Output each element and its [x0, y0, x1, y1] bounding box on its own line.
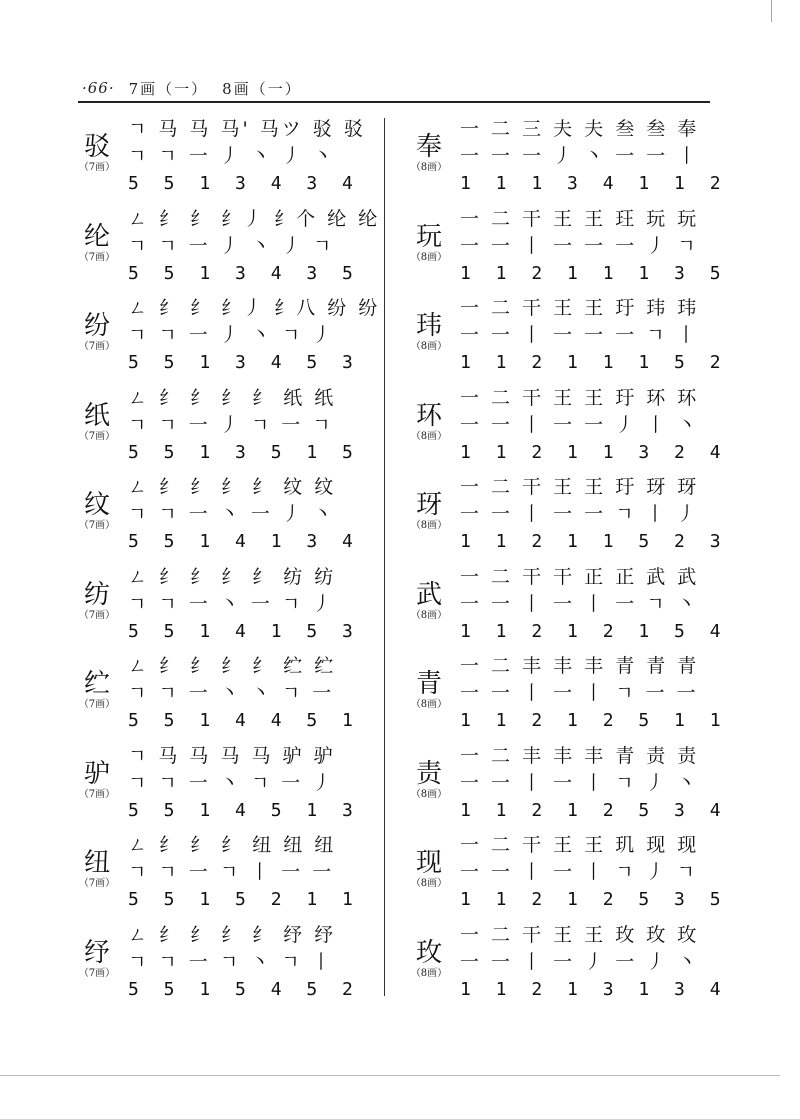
stroke-count-note: （7画）: [78, 162, 116, 173]
head-character: 纶: [83, 221, 110, 252]
stroke-shapes: ㄱ ㄱ 一 ㄱ 丶 ㄱ 丨: [128, 950, 334, 973]
stroke-order-block: [460, 474, 728, 555]
stroke-order-block: [460, 653, 728, 734]
stroke-count-note: （8画）: [410, 878, 448, 889]
character-box: [406, 669, 452, 711]
stroke-order-block: [128, 474, 360, 555]
head-character: 现: [415, 848, 442, 878]
stroke-shapes: 一 一 丨 一 丨 一 ㄱ 丶: [460, 592, 699, 615]
stroke-order-block: [460, 743, 728, 824]
head-character: 纽: [83, 848, 110, 878]
stroke-codes: 5 5 1 3 5 1 5: [128, 441, 360, 463]
column-divider: [384, 118, 385, 996]
stroke-sequence: ㄱ 马 马 马 马 驴 驴: [128, 744, 336, 767]
stroke-sequence: ㄱ 马 马 马' 马ツ 驳 驳: [128, 118, 366, 140]
stroke-sequence: ㄥ 纟 纟 纟 纟 纺 纺: [128, 565, 337, 588]
stroke-count-note: （7画）: [78, 341, 116, 352]
head-character: 纺: [83, 579, 110, 610]
head-character: 纸: [83, 400, 110, 431]
character-box: [74, 311, 120, 353]
stroke-shapes: ㄱ ㄱ 一 丶 一 ㄱ 丿: [128, 592, 335, 615]
stroke-count-note: （8画）: [410, 162, 448, 173]
header-rule: [78, 101, 710, 103]
stroke-count-note: （8画）: [410, 609, 448, 621]
stroke-codes: 5 5 1 4 1 3 4: [128, 531, 360, 552]
stroke-count-note: （7画）: [78, 430, 116, 442]
stroke-codes: 1 1 2 1 2 5 3 4: [460, 799, 728, 821]
character-box: [406, 401, 452, 443]
stroke-order-block: [460, 116, 728, 197]
head-character: 环: [415, 400, 442, 431]
stroke-codes: 5 5 1 3 4 3 5: [128, 262, 360, 284]
stroke-count-note: （8画）: [410, 251, 448, 263]
stroke-sequence: ㄥ 纟 纟 纟丿 纟个 纶 纶: [128, 207, 381, 230]
head-character: 玫: [415, 937, 442, 968]
head-character: 玡: [415, 490, 442, 520]
stroke-sequence: ㄥ 纟 纟 纟 纟 纹 纹: [128, 476, 337, 498]
head-character: 奉: [415, 132, 442, 162]
running-header: [82, 76, 302, 100]
head-character: 玩: [415, 221, 442, 252]
stroke-shapes: ㄱ ㄱ 一 丶 一 丿 丶: [128, 503, 335, 525]
stroke-order-block: [128, 116, 366, 197]
stroke-codes: 5 5 1 3 4 5 3: [128, 352, 360, 373]
stroke-sequence: 一 二 干 王 王 玨 玩 玩: [460, 207, 700, 230]
character-box: [74, 222, 120, 264]
stroke-sequence: 一 二 丰 丰 丰 青 青 青: [460, 655, 700, 677]
character-box: [74, 132, 120, 174]
stroke-codes: 5 5 1 3 4 3 4: [128, 173, 360, 194]
stroke-codes: 1 1 2 1 2 5 3 5: [460, 889, 728, 910]
section-label-7: 7画（一）: [128, 79, 209, 98]
stroke-shapes: ㄱ ㄱ 一 ㄱ 丨 一 一: [128, 861, 335, 883]
character-box: [406, 222, 452, 264]
stroke-codes: 1 1 2 1 1 1 5 2: [460, 352, 728, 373]
stroke-shapes: 一 一 丨 一 丨 ㄱ 丿 ㄱ: [460, 861, 698, 883]
stroke-order-block: [460, 295, 728, 376]
stroke-count-note: （7画）: [78, 878, 116, 889]
stroke-shapes: ㄱ ㄱ 一 丿 丶 丿 ㄱ: [128, 234, 335, 257]
stroke-shapes: ㄱ ㄱ 一 丶 ㄱ 一 丿: [128, 771, 335, 794]
stroke-sequence: 一 二 干 王 王 玗 环 环: [460, 386, 700, 409]
stroke-count-note: （8画）: [410, 699, 448, 710]
stroke-order-block: [128, 385, 360, 466]
stroke-shapes: 一 一 一 丿 丶 一 一 丨: [460, 145, 700, 167]
stroke-sequence: 一 二 三 夫 夫 叁 叁 奉: [460, 118, 700, 140]
head-character: 驳: [83, 132, 110, 162]
stroke-shapes: 一 一 丨 一 一 一 丿 ㄱ: [460, 234, 699, 257]
stroke-order-block: [128, 295, 380, 376]
head-character: 青: [415, 669, 442, 699]
head-character: 驴: [83, 758, 110, 789]
stroke-shapes: 一 一 丨 一 丿 一 丿 丶: [460, 950, 700, 973]
stroke-codes: 1 1 2 1 3 1 3 4: [460, 978, 728, 1000]
section-label-8: 8画（一）: [222, 79, 302, 98]
character-box: [74, 759, 120, 801]
stroke-order-block: [128, 564, 360, 645]
character-box: [406, 848, 452, 890]
scan-edge-mark: [771, 0, 772, 22]
stroke-codes: 1 1 2 1 1 1 3 5: [460, 262, 728, 284]
character-box: [406, 311, 452, 353]
stroke-order-block: [128, 206, 380, 287]
stroke-count-note: （8画）: [410, 430, 448, 442]
stroke-sequence: ㄥ 纟 纟 纟 纟 纻 纻: [128, 655, 337, 677]
stroke-sequence: ㄥ 纟 纟 纟 纽 纽 纽: [128, 834, 337, 856]
stroke-sequence: 一 二 干 王 王 玑 现 现: [460, 834, 700, 856]
character-box: [74, 669, 120, 711]
stroke-shapes: ㄱ ㄱ 一 丶 丶 ㄱ 一: [128, 682, 335, 704]
stroke-codes: 5 5 1 4 1 5 3: [128, 620, 360, 642]
stroke-order-block: [460, 385, 728, 466]
stroke-sequence: ㄥ 纟 纟 纟丿 纟八 纷 纷: [128, 297, 381, 319]
head-character: 纻: [83, 669, 110, 699]
stroke-order-block: [460, 564, 728, 645]
stroke-count-note: （7画）: [78, 520, 116, 531]
stroke-sequence: 一 二 干 王 王 玗 玡 玡: [460, 476, 700, 498]
stroke-shapes: ㄱ ㄱ 一 丿 丶 丿 丶: [128, 145, 335, 167]
character-box: [406, 938, 452, 980]
stroke-order-block: [460, 832, 728, 913]
stroke-count-note: （7画）: [78, 788, 116, 800]
stroke-codes: 1 1 2 1 1 3 2 4: [460, 441, 728, 463]
stroke-codes: 5 5 1 5 2 1 1: [128, 889, 360, 910]
head-character: 责: [415, 758, 442, 789]
stroke-count-note: （8画）: [410, 788, 448, 800]
stroke-order-block: [128, 743, 360, 824]
stroke-shapes: 一 一 丨 一 一 一 ㄱ 丨: [460, 324, 699, 346]
stroke-count-note: （8画）: [410, 967, 448, 979]
character-box: [74, 938, 120, 980]
character-box: [406, 759, 452, 801]
stroke-shapes: 一 一 丨 一 丨 ㄱ 丿 丶: [460, 771, 699, 794]
stroke-order-block: [128, 653, 360, 734]
head-character: 纷: [83, 311, 110, 341]
character-box: [74, 848, 120, 890]
character-box: [406, 132, 452, 174]
stroke-codes: 1 1 2 1 2 1 5 4: [460, 620, 728, 642]
stroke-count-note: （7画）: [78, 699, 116, 710]
head-character: 武: [415, 579, 442, 610]
stroke-shapes: ㄱ ㄱ 一 丿 丶 ㄱ 丿: [128, 324, 335, 346]
head-character: 纾: [83, 937, 110, 968]
character-box: [74, 490, 120, 532]
stroke-shapes: 一 一 丨 一 一 丿 丨 丶: [460, 413, 700, 436]
head-character: 玮: [415, 311, 442, 341]
stroke-count-note: （7画）: [78, 967, 116, 979]
stroke-codes: 5 5 1 5 4 5 2: [128, 978, 360, 1000]
stroke-order-block: [460, 206, 728, 287]
character-box: [406, 490, 452, 532]
stroke-shapes: ㄱ ㄱ 一 丿 ㄱ 一 ㄱ: [128, 413, 334, 436]
character-box: [74, 401, 120, 443]
stroke-order-block: [128, 832, 360, 913]
stroke-sequence: 一 二 丰 丰 丰 青 责 责: [460, 744, 700, 767]
stroke-codes: 5 5 1 4 4 5 1: [128, 710, 360, 731]
stroke-codes: 5 5 1 4 5 1 3: [128, 799, 360, 821]
character-box: [406, 580, 452, 622]
page-number: ·66·: [82, 79, 115, 97]
stroke-sequence: ㄥ 纟 纟 纟 纟 纾 纾: [128, 923, 337, 946]
stroke-count-note: （7画）: [78, 251, 116, 263]
stroke-count-note: （8画）: [410, 520, 448, 531]
stroke-sequence: 一 二 干 干 正 正 武 武: [460, 565, 700, 588]
stroke-sequence: 一 二 干 王 王 玗 玮 玮: [460, 297, 700, 319]
stroke-codes: 1 1 1 3 4 1 1 2: [460, 173, 728, 194]
stroke-order-block: [460, 922, 728, 1003]
stroke-count-note: （8画）: [410, 341, 448, 352]
stroke-order-block: [128, 922, 360, 1003]
stroke-sequence: ㄥ 纟 纟 纟 纟 纸 纸: [128, 386, 337, 409]
stroke-sequence: 一 二 干 王 王 玫 玫 玫: [460, 923, 700, 946]
stroke-codes: 1 1 2 1 2 5 1 1: [460, 710, 728, 731]
stroke-shapes: 一 一 丨 一 一 ㄱ 丨 丿: [460, 503, 699, 525]
character-box: [74, 580, 120, 622]
stroke-shapes: 一 一 丨 一 丨 ㄱ 一 一: [460, 682, 699, 704]
stroke-codes: 1 1 2 1 1 5 2 3: [460, 531, 728, 552]
stroke-count-note: （7画）: [78, 609, 116, 621]
footer-rule: [0, 1075, 780, 1076]
head-character: 纹: [83, 490, 110, 520]
